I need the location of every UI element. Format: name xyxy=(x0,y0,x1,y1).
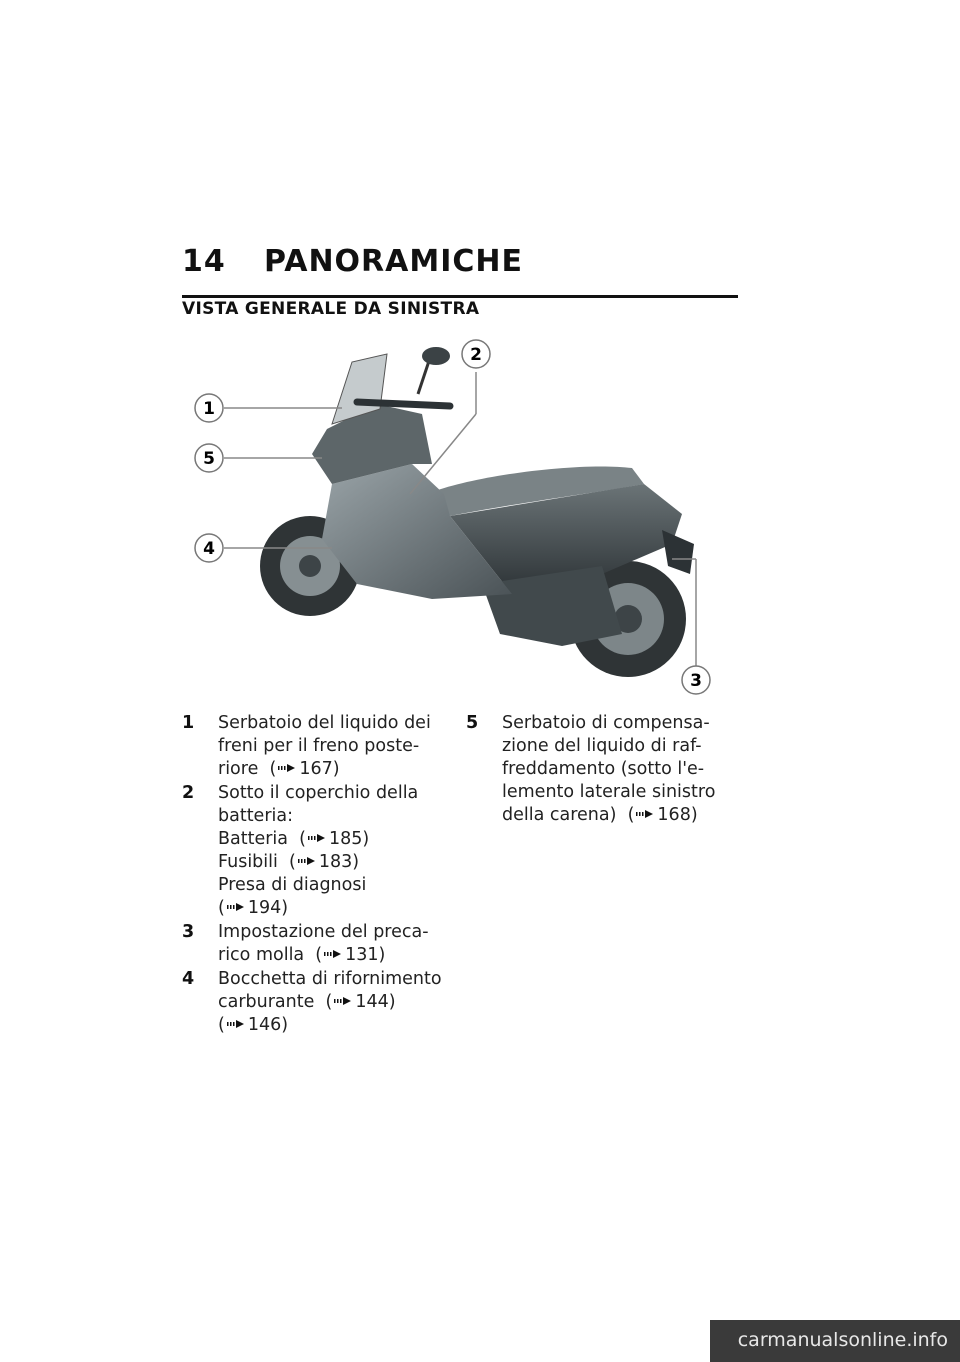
page-ref-link[interactable] xyxy=(628,805,698,825)
page-ref-arrow-icon xyxy=(298,856,316,866)
page-ref: 168) xyxy=(657,805,698,825)
page-number: 14 xyxy=(182,244,226,279)
handlebar xyxy=(357,402,450,406)
page-ref-link[interactable] xyxy=(289,852,359,872)
page-ref-arrow-icon xyxy=(227,1019,245,1029)
page-ref: 131) xyxy=(345,945,386,965)
page-ref-link[interactable] xyxy=(269,759,339,779)
callout-4-label: 4 xyxy=(203,539,215,559)
legend-text: riore xyxy=(218,759,259,779)
ref-paren: ( xyxy=(218,1015,225,1035)
scooter-figure xyxy=(182,334,738,700)
legend-text: Impostazione del preca- xyxy=(218,922,429,942)
callout-2-label: 2 xyxy=(470,345,482,365)
callout-5 xyxy=(195,444,223,472)
legend-text: Bocchetta di rifornimento xyxy=(218,969,442,989)
ref-paren: ( xyxy=(299,829,306,849)
legend-text: Sotto il coperchio della xyxy=(218,783,419,803)
legend-text: lemento laterale sinistro xyxy=(502,782,716,802)
legend-text: Serbatoio del liquido dei xyxy=(218,713,431,733)
legend-item-2 xyxy=(182,782,442,920)
legend-text: della carena) xyxy=(502,805,617,825)
legend-text: freni per il freno poste- xyxy=(218,736,420,756)
ref-paren: ( xyxy=(289,852,296,872)
page-ref: 146) xyxy=(247,1015,289,1035)
page-ref-arrow-icon xyxy=(334,996,352,1006)
legend-text: Serbatoio di compensa- xyxy=(502,713,710,733)
page-ref: 167) xyxy=(299,759,340,779)
page-ref-link[interactable] xyxy=(218,898,288,918)
legend-left-column xyxy=(182,712,442,1038)
legend-number: 3 xyxy=(182,922,195,942)
callout-3-label: 3 xyxy=(690,671,702,691)
page-ref: 144) xyxy=(355,992,396,1012)
page-ref-arrow-icon xyxy=(227,902,245,912)
license-plate-holder xyxy=(662,530,694,574)
callout-5-label: 5 xyxy=(203,449,215,469)
mirror-head xyxy=(422,347,450,365)
callout-4 xyxy=(195,534,223,562)
legend-text: carburante xyxy=(218,992,315,1012)
header-rule xyxy=(182,295,738,298)
page-ref: 185) xyxy=(328,829,370,849)
page-ref: 194) xyxy=(247,898,289,918)
legend-item-1 xyxy=(182,712,442,781)
callout-3 xyxy=(682,666,710,694)
watermark-text: carmanualsonline.info xyxy=(737,1329,948,1351)
legend-right-column xyxy=(466,712,736,828)
legend-subitem: Batteria xyxy=(218,829,288,849)
legend-subitem: Presa di diagnosi xyxy=(218,875,367,895)
legend-text: zione del liquido di raf- xyxy=(502,736,702,756)
page-ref-arrow-icon xyxy=(308,833,326,843)
legend-item-3 xyxy=(182,921,442,967)
legend-number: 1 xyxy=(182,713,195,733)
callout-1 xyxy=(195,394,223,422)
page-ref: 183) xyxy=(318,852,360,872)
ref-paren: ( xyxy=(627,805,635,825)
legend-text: freddamento (sotto l'e- xyxy=(502,759,705,779)
legend-item-4 xyxy=(182,968,442,1037)
legend-text: rico molla xyxy=(218,945,305,965)
ref-paren: ( xyxy=(269,759,277,779)
page-header xyxy=(182,238,738,298)
page-ref-link[interactable] xyxy=(299,829,369,849)
page-ref-arrow-icon xyxy=(278,763,296,773)
callout-1-label: 1 xyxy=(203,399,215,419)
page-ref-link[interactable] xyxy=(315,945,385,965)
watermark-banner xyxy=(710,1320,960,1362)
legend-subitem: Fusibili xyxy=(218,852,278,872)
legend-number: 2 xyxy=(182,783,195,803)
ref-paren: ( xyxy=(218,898,225,918)
legend-text: batteria: xyxy=(218,806,293,826)
callout-2 xyxy=(462,340,490,368)
legend-number: 5 xyxy=(466,713,479,733)
page-ref-arrow-icon xyxy=(636,809,654,819)
section-title: VISTA GENERALE DA SINISTRA xyxy=(182,299,480,319)
ref-paren: ( xyxy=(325,992,333,1012)
scooter-left-side-illustration xyxy=(182,334,738,700)
page-ref-link[interactable] xyxy=(218,1015,288,1035)
legend-number: 4 xyxy=(182,969,195,989)
chapter-title: PANORAMICHE xyxy=(264,244,524,279)
page-ref-link[interactable] xyxy=(326,992,396,1012)
legend-item-5 xyxy=(466,712,736,827)
ref-paren: ( xyxy=(315,945,323,965)
page-ref-arrow-icon xyxy=(324,949,342,959)
